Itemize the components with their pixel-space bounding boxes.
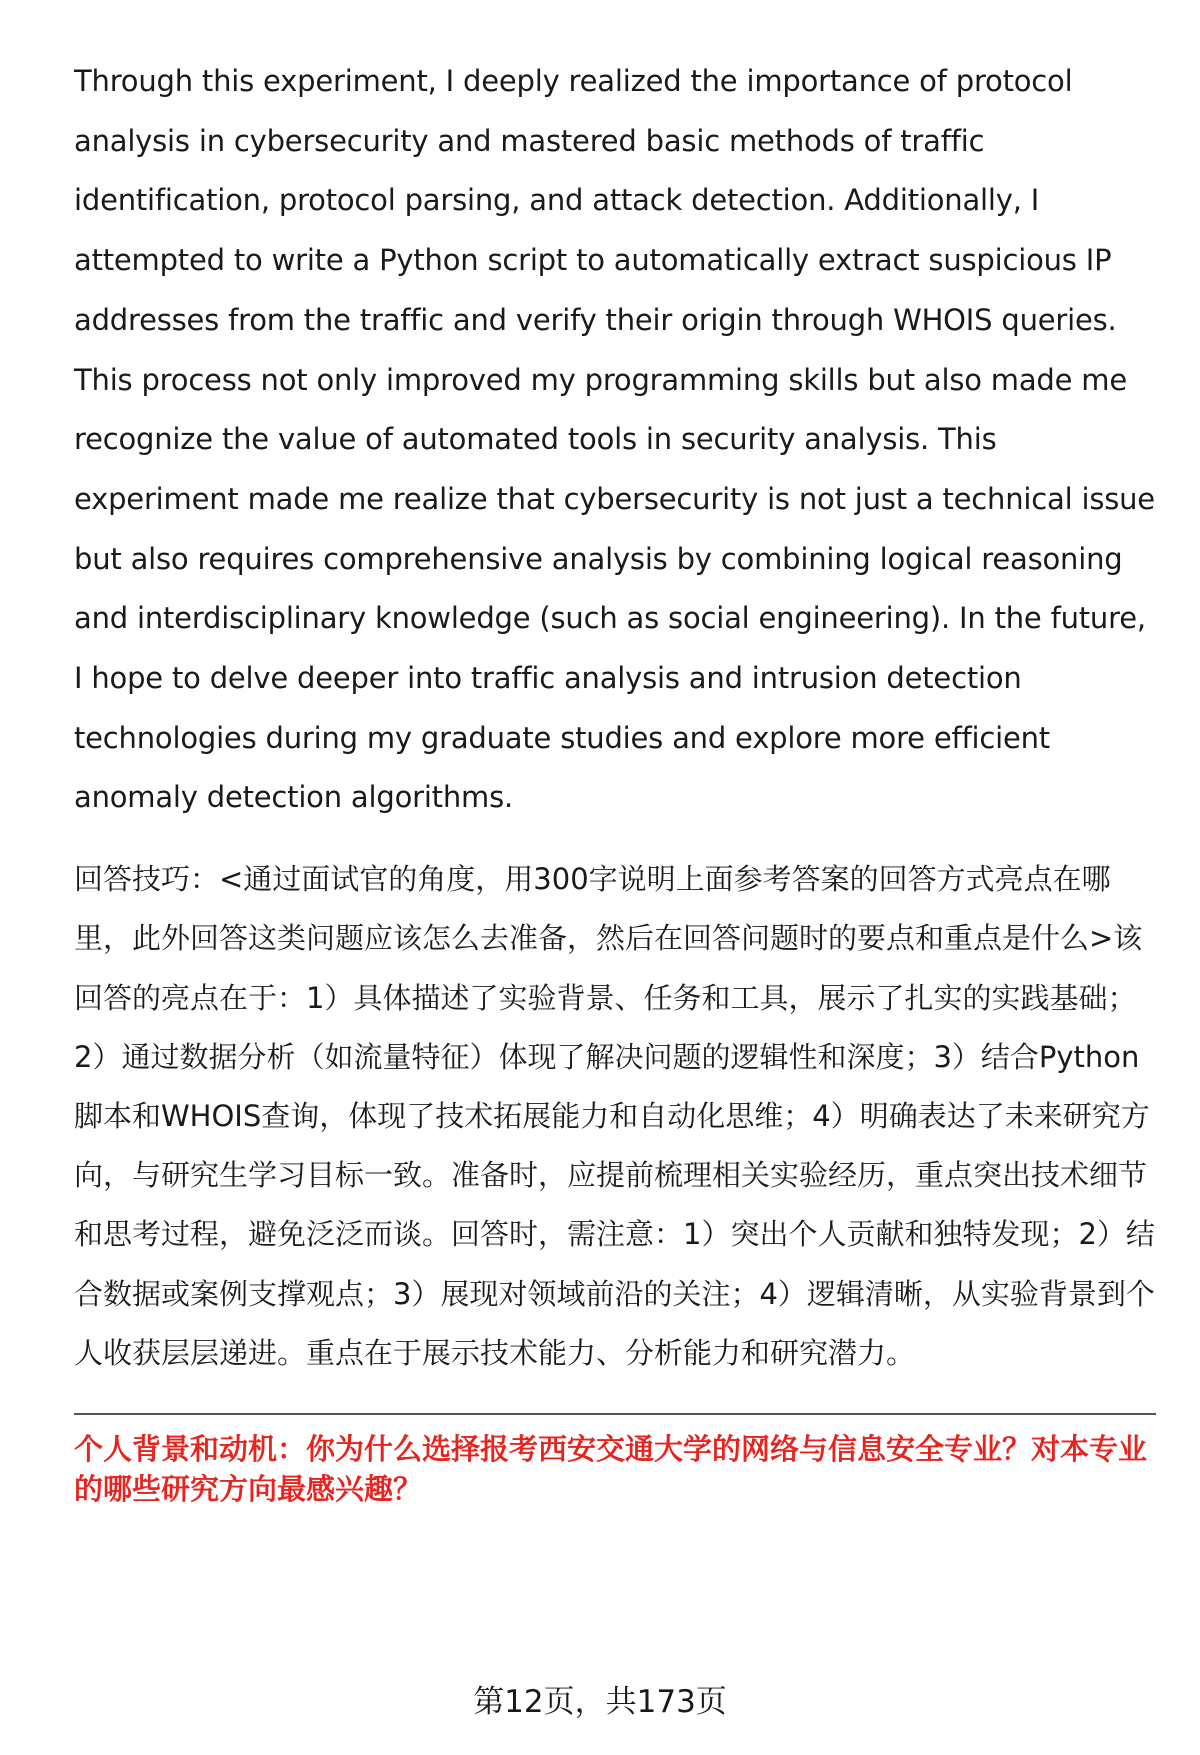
answer-tips-paragraph: 回答技巧：<通过面试官的角度，用300字说明上面参考答案的回答方式亮点在哪里，此外回答这类问题应该怎么去准备，然后在回答问题时的要点和重点是什么>该回答的亮点在于：1）具体描述了实验背景、任务和工具，展示了扎实的实践基础；2）通过数据分析（如流量特征）体现了解决问题的逻辑性和深度；3）结合Python脚本和WHOIS查询，体现了技术拓展能力和自动化思维；4）明确表达了未来研究方向，与研究生学习目标一致。准备时，应提前梳理相关实验经历，重点突出技术细节和思考过程，避免泛泛而谈。回答时，需注意：1）突出个人贡献和独特发现；2）结合数据或案例支撑观点；3）展现对领域前沿的关注；4）逻辑清晰，从实验背景到个人收获层层递进。重点在于展示技术能力、分析能力和研究潜力。: [74, 862, 1155, 1370]
answer-paragraph-english: Through this experiment, I deeply realized the importance of protocol analysis in cybersecurity and mastered basic methods of traffic identification, protocol parsing, and attack detection. Additionally, I attempted to write a Python script to automatically extract suspicious IP addresses from the traffic and verify their origin through WHOIS queries. This process not only improved my programming skills but also made me recognize the value of automated tools in security analysis. This experiment made me realize that cybersecurity is not just a technical issue but also requires comprehensive analysis by combining logical reasoning and interdisciplinary knowledge (such as social engineering). In the future, I hope to delve deeper into traffic analysis and intrusion detection technologies during my graduate studies and explore more efficient anomaly detection algorithms.: [74, 64, 1155, 815]
page-number: 第12页，共173页: [473, 1684, 727, 1720]
next-question-heading: 个人背景和动机：你为什么选择报考西安交通大学的网络与信息安全专业？对本专业的哪些研究方向最感兴趣？: [74, 1431, 1148, 1506]
document-page: [74, 52, 1156, 1509]
section-divider: [74, 1413, 1156, 1415]
